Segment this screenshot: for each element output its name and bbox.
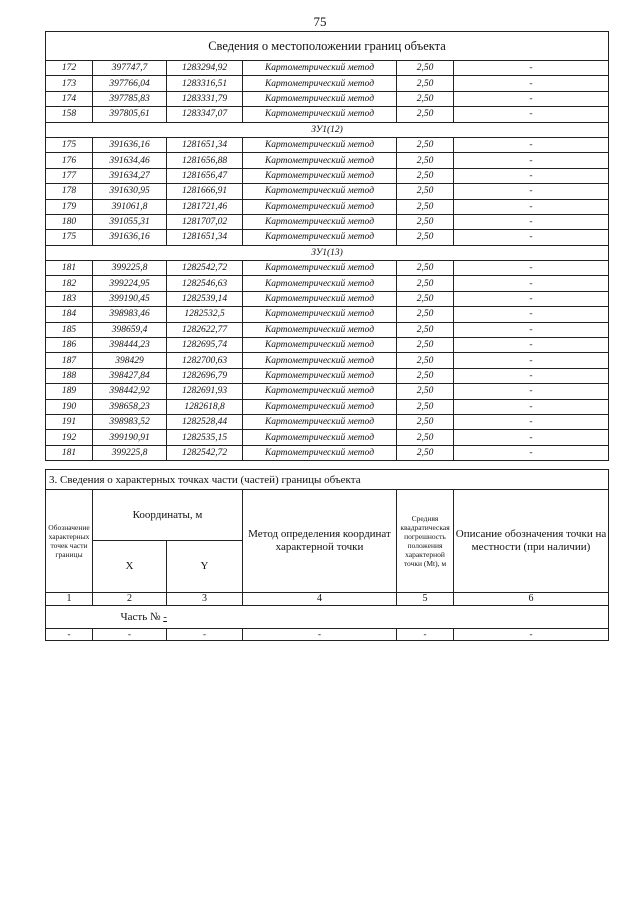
method: Картометрический метод — [243, 230, 397, 245]
coord-y: 1282696,79 — [167, 368, 243, 383]
empty-cell: - — [454, 629, 609, 641]
description: - — [454, 184, 609, 199]
coord-y: 1281651,34 — [167, 137, 243, 152]
method: Картометрический метод — [243, 91, 397, 106]
point-number: 175 — [46, 137, 93, 152]
table-row — [46, 61, 609, 76]
table-row — [46, 291, 609, 306]
method: Картометрический метод — [243, 137, 397, 152]
method: Картометрический метод — [243, 291, 397, 306]
group-label: ЗУ1(12) — [46, 122, 609, 137]
coord-x: 397785,83 — [93, 91, 167, 106]
mean-error: 2,50 — [397, 384, 454, 399]
coord-y: 1281651,34 — [167, 230, 243, 245]
description: - — [454, 291, 609, 306]
mean-error: 2,50 — [397, 76, 454, 91]
point-number: 172 — [46, 61, 93, 76]
mean-error: 2,50 — [397, 445, 454, 460]
parts-table — [45, 469, 609, 641]
coord-y: 1282542,72 — [167, 445, 243, 460]
point-number: 191 — [46, 414, 93, 429]
col-num-1: 1 — [46, 593, 93, 606]
empty-cell: - — [243, 629, 397, 641]
point-number: 192 — [46, 430, 93, 445]
point-number: 186 — [46, 338, 93, 353]
method: Картометрический метод — [243, 214, 397, 229]
boundary-table — [45, 31, 609, 461]
mean-error: 2,50 — [397, 230, 454, 245]
point-number: 158 — [46, 107, 93, 122]
description: - — [454, 137, 609, 152]
mean-error: 2,50 — [397, 61, 454, 76]
part-spacer — [46, 606, 93, 629]
point-number: 185 — [46, 322, 93, 337]
description: - — [454, 261, 609, 276]
coord-x: 399190,91 — [93, 430, 167, 445]
method: Картометрический метод — [243, 430, 397, 445]
description: - — [454, 384, 609, 399]
point-number: 179 — [46, 199, 93, 214]
col-num-6: 6 — [454, 593, 609, 606]
header-point-designation: Обозначение характерных точек части границы — [46, 490, 93, 593]
part-label: Часть № — [120, 611, 161, 623]
point-number: 175 — [46, 230, 93, 245]
method: Картометрический метод — [243, 322, 397, 337]
description: - — [454, 353, 609, 368]
method: Картометрический метод — [243, 384, 397, 399]
coord-x: 397747,7 — [93, 61, 167, 76]
part-label-cell — [93, 606, 609, 629]
mean-error: 2,50 — [397, 153, 454, 168]
description: - — [454, 307, 609, 322]
point-number: 173 — [46, 76, 93, 91]
mean-error: 2,50 — [397, 322, 454, 337]
coord-y: 1283347,07 — [167, 107, 243, 122]
coord-x: 399190,45 — [93, 291, 167, 306]
point-number: 187 — [46, 353, 93, 368]
empty-cell: - — [167, 629, 243, 641]
point-number: 181 — [46, 261, 93, 276]
coord-y: 1282695,74 — [167, 338, 243, 353]
method: Картометрический метод — [243, 153, 397, 168]
description: - — [454, 276, 609, 291]
table-row — [46, 276, 609, 291]
method: Картометрический метод — [243, 261, 397, 276]
group-label: ЗУ1(13) — [46, 245, 609, 260]
header-description: Описание обозначения точки на местности (при наличии) — [454, 490, 609, 593]
coord-x: 391636,16 — [93, 137, 167, 152]
description: - — [454, 414, 609, 429]
mean-error: 2,50 — [397, 353, 454, 368]
header-x: X — [93, 541, 167, 593]
coord-y: 1281656,88 — [167, 153, 243, 168]
section-title-row — [46, 32, 609, 61]
part-row — [46, 606, 609, 629]
table-row — [46, 384, 609, 399]
mean-error: 2,50 — [397, 214, 454, 229]
table-row — [46, 230, 609, 245]
coord-x: 397805,61 — [93, 107, 167, 122]
table-row — [46, 430, 609, 445]
description: - — [454, 368, 609, 383]
col-num-4: 4 — [243, 593, 397, 606]
description: - — [454, 61, 609, 76]
description: - — [454, 76, 609, 91]
description: - — [454, 107, 609, 122]
mean-error: 2,50 — [397, 338, 454, 353]
coord-y: 1282700,63 — [167, 353, 243, 368]
mean-error: 2,50 — [397, 199, 454, 214]
coord-x: 398427,84 — [93, 368, 167, 383]
method: Картометрический метод — [243, 184, 397, 199]
point-number: 182 — [46, 276, 93, 291]
description: - — [454, 322, 609, 337]
table-row — [46, 399, 609, 414]
mean-error: 2,50 — [397, 261, 454, 276]
coord-y: 1282528,44 — [167, 414, 243, 429]
table-row — [46, 353, 609, 368]
coord-x: 391055,31 — [93, 214, 167, 229]
table-row — [46, 137, 609, 152]
coord-x: 398983,52 — [93, 414, 167, 429]
description: - — [454, 430, 609, 445]
mean-error: 2,50 — [397, 137, 454, 152]
coord-x: 391061,8 — [93, 199, 167, 214]
coord-y: 1282622,77 — [167, 322, 243, 337]
table-row — [46, 168, 609, 183]
method: Картометрический метод — [243, 353, 397, 368]
method: Картометрический метод — [243, 76, 397, 91]
method: Картометрический метод — [243, 414, 397, 429]
table-row — [46, 107, 609, 122]
header-coordinates: Координаты, м — [93, 490, 243, 541]
col-num-5: 5 — [397, 593, 454, 606]
description: - — [454, 338, 609, 353]
method: Картометрический метод — [243, 61, 397, 76]
group-row — [46, 245, 609, 260]
method: Картометрический метод — [243, 338, 397, 353]
section-title: Сведения о местоположении границ объекта — [46, 32, 609, 61]
point-number: 178 — [46, 184, 93, 199]
description: - — [454, 91, 609, 106]
coord-x: 398444,23 — [93, 338, 167, 353]
coord-x: 398429 — [93, 353, 167, 368]
point-number: 184 — [46, 307, 93, 322]
mean-error: 2,50 — [397, 368, 454, 383]
table-row — [46, 76, 609, 91]
table-row — [46, 445, 609, 460]
col-num-3: 3 — [167, 593, 243, 606]
method: Картометрический метод — [243, 399, 397, 414]
mean-error: 2,50 — [397, 168, 454, 183]
section3-title-row — [46, 470, 609, 490]
description: - — [454, 168, 609, 183]
coord-y: 1283331,79 — [167, 91, 243, 106]
description: - — [454, 199, 609, 214]
coord-x: 399224,95 — [93, 276, 167, 291]
point-number: 190 — [46, 399, 93, 414]
group-row — [46, 122, 609, 137]
coord-y: 1282542,72 — [167, 261, 243, 276]
empty-data-row — [46, 629, 609, 641]
col-num-2: 2 — [93, 593, 167, 606]
coord-y: 1282691,93 — [167, 384, 243, 399]
coord-x: 391634,27 — [93, 168, 167, 183]
method: Картометрический метод — [243, 368, 397, 383]
point-number: 183 — [46, 291, 93, 306]
description: - — [454, 230, 609, 245]
method: Картометрический метод — [243, 168, 397, 183]
description: - — [454, 153, 609, 168]
table-row — [46, 368, 609, 383]
method: Картометрический метод — [243, 199, 397, 214]
point-number: 176 — [46, 153, 93, 168]
description: - — [454, 399, 609, 414]
coord-x: 391636,16 — [93, 230, 167, 245]
coord-x: 391630,95 — [93, 184, 167, 199]
table-row — [46, 338, 609, 353]
mean-error: 2,50 — [397, 291, 454, 306]
table-row — [46, 261, 609, 276]
coord-y: 1283294,92 — [167, 61, 243, 76]
coord-x: 398659,4 — [93, 322, 167, 337]
coord-x: 398658,23 — [93, 399, 167, 414]
point-number: 181 — [46, 445, 93, 460]
header-y: Y — [167, 541, 243, 593]
method: Картометрический метод — [243, 445, 397, 460]
section3-title: 3. Сведения о характерных точках части (частей) границы объекта — [46, 470, 609, 490]
coord-y: 1281721,46 — [167, 199, 243, 214]
part-value: - — [163, 611, 167, 623]
page-number: 75 — [313, 14, 327, 29]
mean-error: 2,50 — [397, 414, 454, 429]
mean-error: 2,50 — [397, 107, 454, 122]
coord-y: 1283316,51 — [167, 76, 243, 91]
table-row — [46, 322, 609, 337]
empty-cell: - — [93, 629, 167, 641]
point-number: 177 — [46, 168, 93, 183]
empty-cell: - — [46, 629, 93, 641]
table-row — [46, 214, 609, 229]
coord-x: 398983,46 — [93, 307, 167, 322]
mean-error: 2,50 — [397, 184, 454, 199]
coord-y: 1281656,47 — [167, 168, 243, 183]
header-method: Метод определения координат характерной точки — [243, 490, 397, 593]
coord-x: 391634,46 — [93, 153, 167, 168]
mean-error: 2,50 — [397, 91, 454, 106]
coord-y: 1282546,63 — [167, 276, 243, 291]
description: - — [454, 445, 609, 460]
point-number: 188 — [46, 368, 93, 383]
table-row — [46, 199, 609, 214]
mean-error: 2,50 — [397, 399, 454, 414]
header-row-1 — [46, 490, 609, 541]
table-row — [46, 414, 609, 429]
method: Картометрический метод — [243, 276, 397, 291]
mean-error: 2,50 — [397, 307, 454, 322]
coord-y: 1282539,14 — [167, 291, 243, 306]
method: Картометрический метод — [243, 307, 397, 322]
coord-y: 1282532,5 — [167, 307, 243, 322]
point-number: 180 — [46, 214, 93, 229]
header-mean-error: Средняя квадратическая погрешность положения характерной точки (Мt), м — [397, 490, 454, 593]
coord-y: 1281666,91 — [167, 184, 243, 199]
table-row — [46, 184, 609, 199]
point-number: 189 — [46, 384, 93, 399]
table-row — [46, 91, 609, 106]
coord-y: 1281707,02 — [167, 214, 243, 229]
coord-y: 1282535,15 — [167, 430, 243, 445]
mean-error: 2,50 — [397, 430, 454, 445]
coord-x: 399225,8 — [93, 261, 167, 276]
empty-cell: - — [397, 629, 454, 641]
table-row — [46, 307, 609, 322]
method: Картометрический метод — [243, 107, 397, 122]
coord-x: 398442,92 — [93, 384, 167, 399]
mean-error: 2,50 — [397, 276, 454, 291]
coord-x: 399225,8 — [93, 445, 167, 460]
table-row — [46, 153, 609, 168]
description: - — [454, 214, 609, 229]
coord-x: 397766,04 — [93, 76, 167, 91]
coord-y: 1282618,8 — [167, 399, 243, 414]
point-number: 174 — [46, 91, 93, 106]
column-numbers-row — [46, 593, 609, 606]
